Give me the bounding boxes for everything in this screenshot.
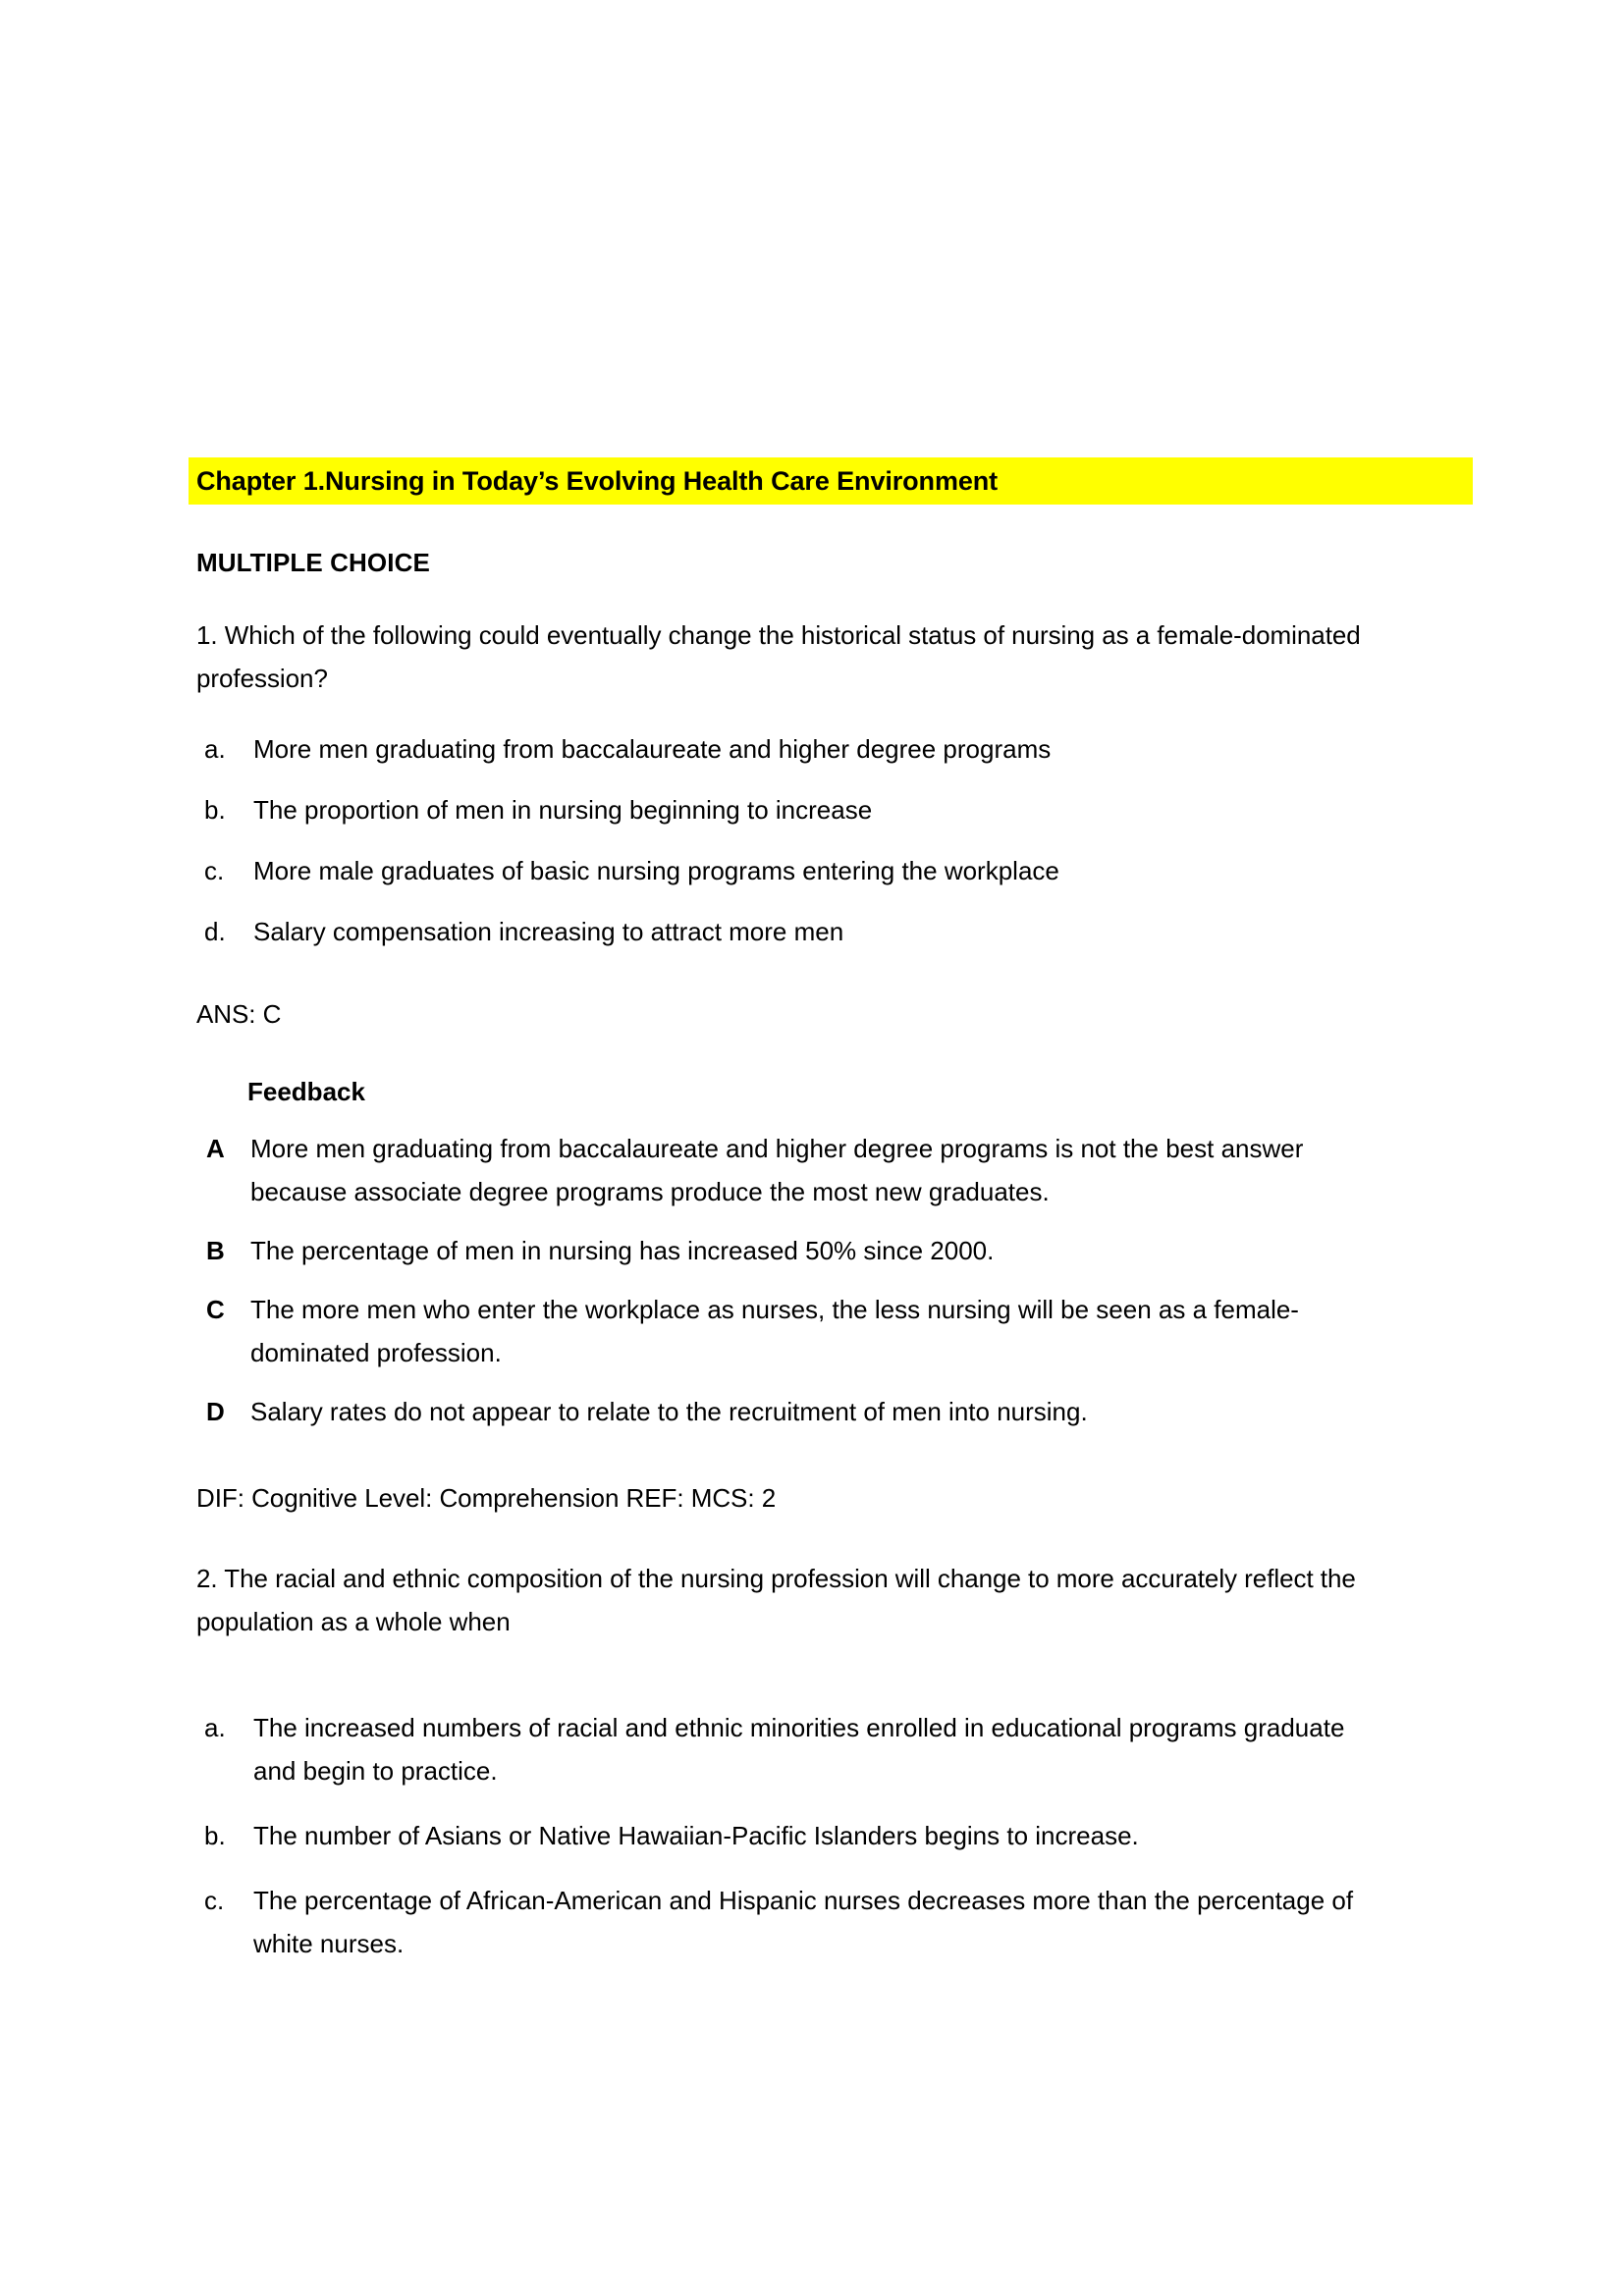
option-text: The increased numbers of racial and ethnic minorities enrolled in educational programs graduate and begin to practice.: [253, 1713, 1345, 1786]
question-1-options: [196, 727, 1463, 953]
question-1-metadata: DIF: Cognitive Level: Comprehension REF: MCS: 2: [196, 1483, 777, 1513]
option-text: The proportion of men in nursing beginning to increase: [253, 795, 873, 825]
option-text: More male graduates of basic nursing programs entering the workplace: [253, 856, 1059, 885]
question-1-answer: ANS: C: [196, 999, 282, 1029]
chapter-title-highlight: [189, 457, 1473, 505]
option-text: The percentage of African-American and Hispanic nurses decreases more than the percentage of white nurses.: [253, 1886, 1354, 1958]
option-item[interactable]: [196, 1879, 1463, 1965]
question-1-stem: 1. Which of the following could eventually change the historical status of nursing as a female-dominated profession?: [196, 620, 1361, 693]
option-marker: b.: [204, 1821, 226, 1850]
feedback-text: Salary rates do not appear to relate to the recruitment of men into nursing.: [250, 1397, 1088, 1426]
feedback-text: The more men who enter the workplace as nurses, the less nursing will be seen as a female-dominated profession.: [250, 1295, 1299, 1367]
feedback-item: [196, 1390, 1463, 1433]
option-marker: d.: [204, 917, 226, 946]
document-body: [196, 457, 1463, 1965]
feedback-marker: B: [206, 1236, 225, 1265]
section-heading-multiple-choice: MULTIPLE CHOICE: [196, 548, 430, 577]
option-item[interactable]: [196, 849, 1463, 892]
option-marker: a.: [204, 734, 226, 764]
feedback-item: [196, 1229, 1463, 1272]
feedback-heading: Feedback: [247, 1077, 365, 1106]
question-2-options: [196, 1706, 1463, 1965]
option-marker: b.: [204, 795, 226, 825]
question-1-feedback-list: [196, 1127, 1463, 1433]
question-2-stem: 2. The racial and ethnic composition of the nursing profession will change to more accurately reflect the population as a whole when: [196, 1564, 1356, 1636]
option-text: Salary compensation increasing to attract more men: [253, 917, 844, 946]
feedback-marker: A: [206, 1134, 225, 1163]
feedback-text: The percentage of men in nursing has increased 50% since 2000.: [250, 1236, 995, 1265]
feedback-text: More men graduating from baccalaureate and higher degree programs is not the best answer because associate degree programs produce the most new graduates.: [250, 1134, 1304, 1206]
option-item[interactable]: [196, 788, 1463, 831]
feedback-item: [196, 1127, 1463, 1213]
option-item[interactable]: [196, 727, 1463, 771]
feedback-marker: C: [206, 1295, 225, 1324]
chapter-title: Chapter 1.Nursing in Today’s Evolving Health Care Environment: [196, 466, 999, 496]
option-item[interactable]: [196, 910, 1463, 953]
option-marker: c.: [204, 1886, 225, 1915]
feedback-item: [196, 1288, 1463, 1374]
option-item[interactable]: [196, 1814, 1463, 1857]
feedback-marker: D: [206, 1397, 225, 1426]
option-marker: a.: [204, 1713, 226, 1742]
option-item[interactable]: [196, 1706, 1463, 1792]
option-text: More men graduating from baccalaureate and higher degree programs: [253, 734, 1052, 764]
option-text: The number of Asians or Native Hawaiian-Pacific Islanders begins to increase.: [253, 1821, 1139, 1850]
option-marker: c.: [204, 856, 225, 885]
